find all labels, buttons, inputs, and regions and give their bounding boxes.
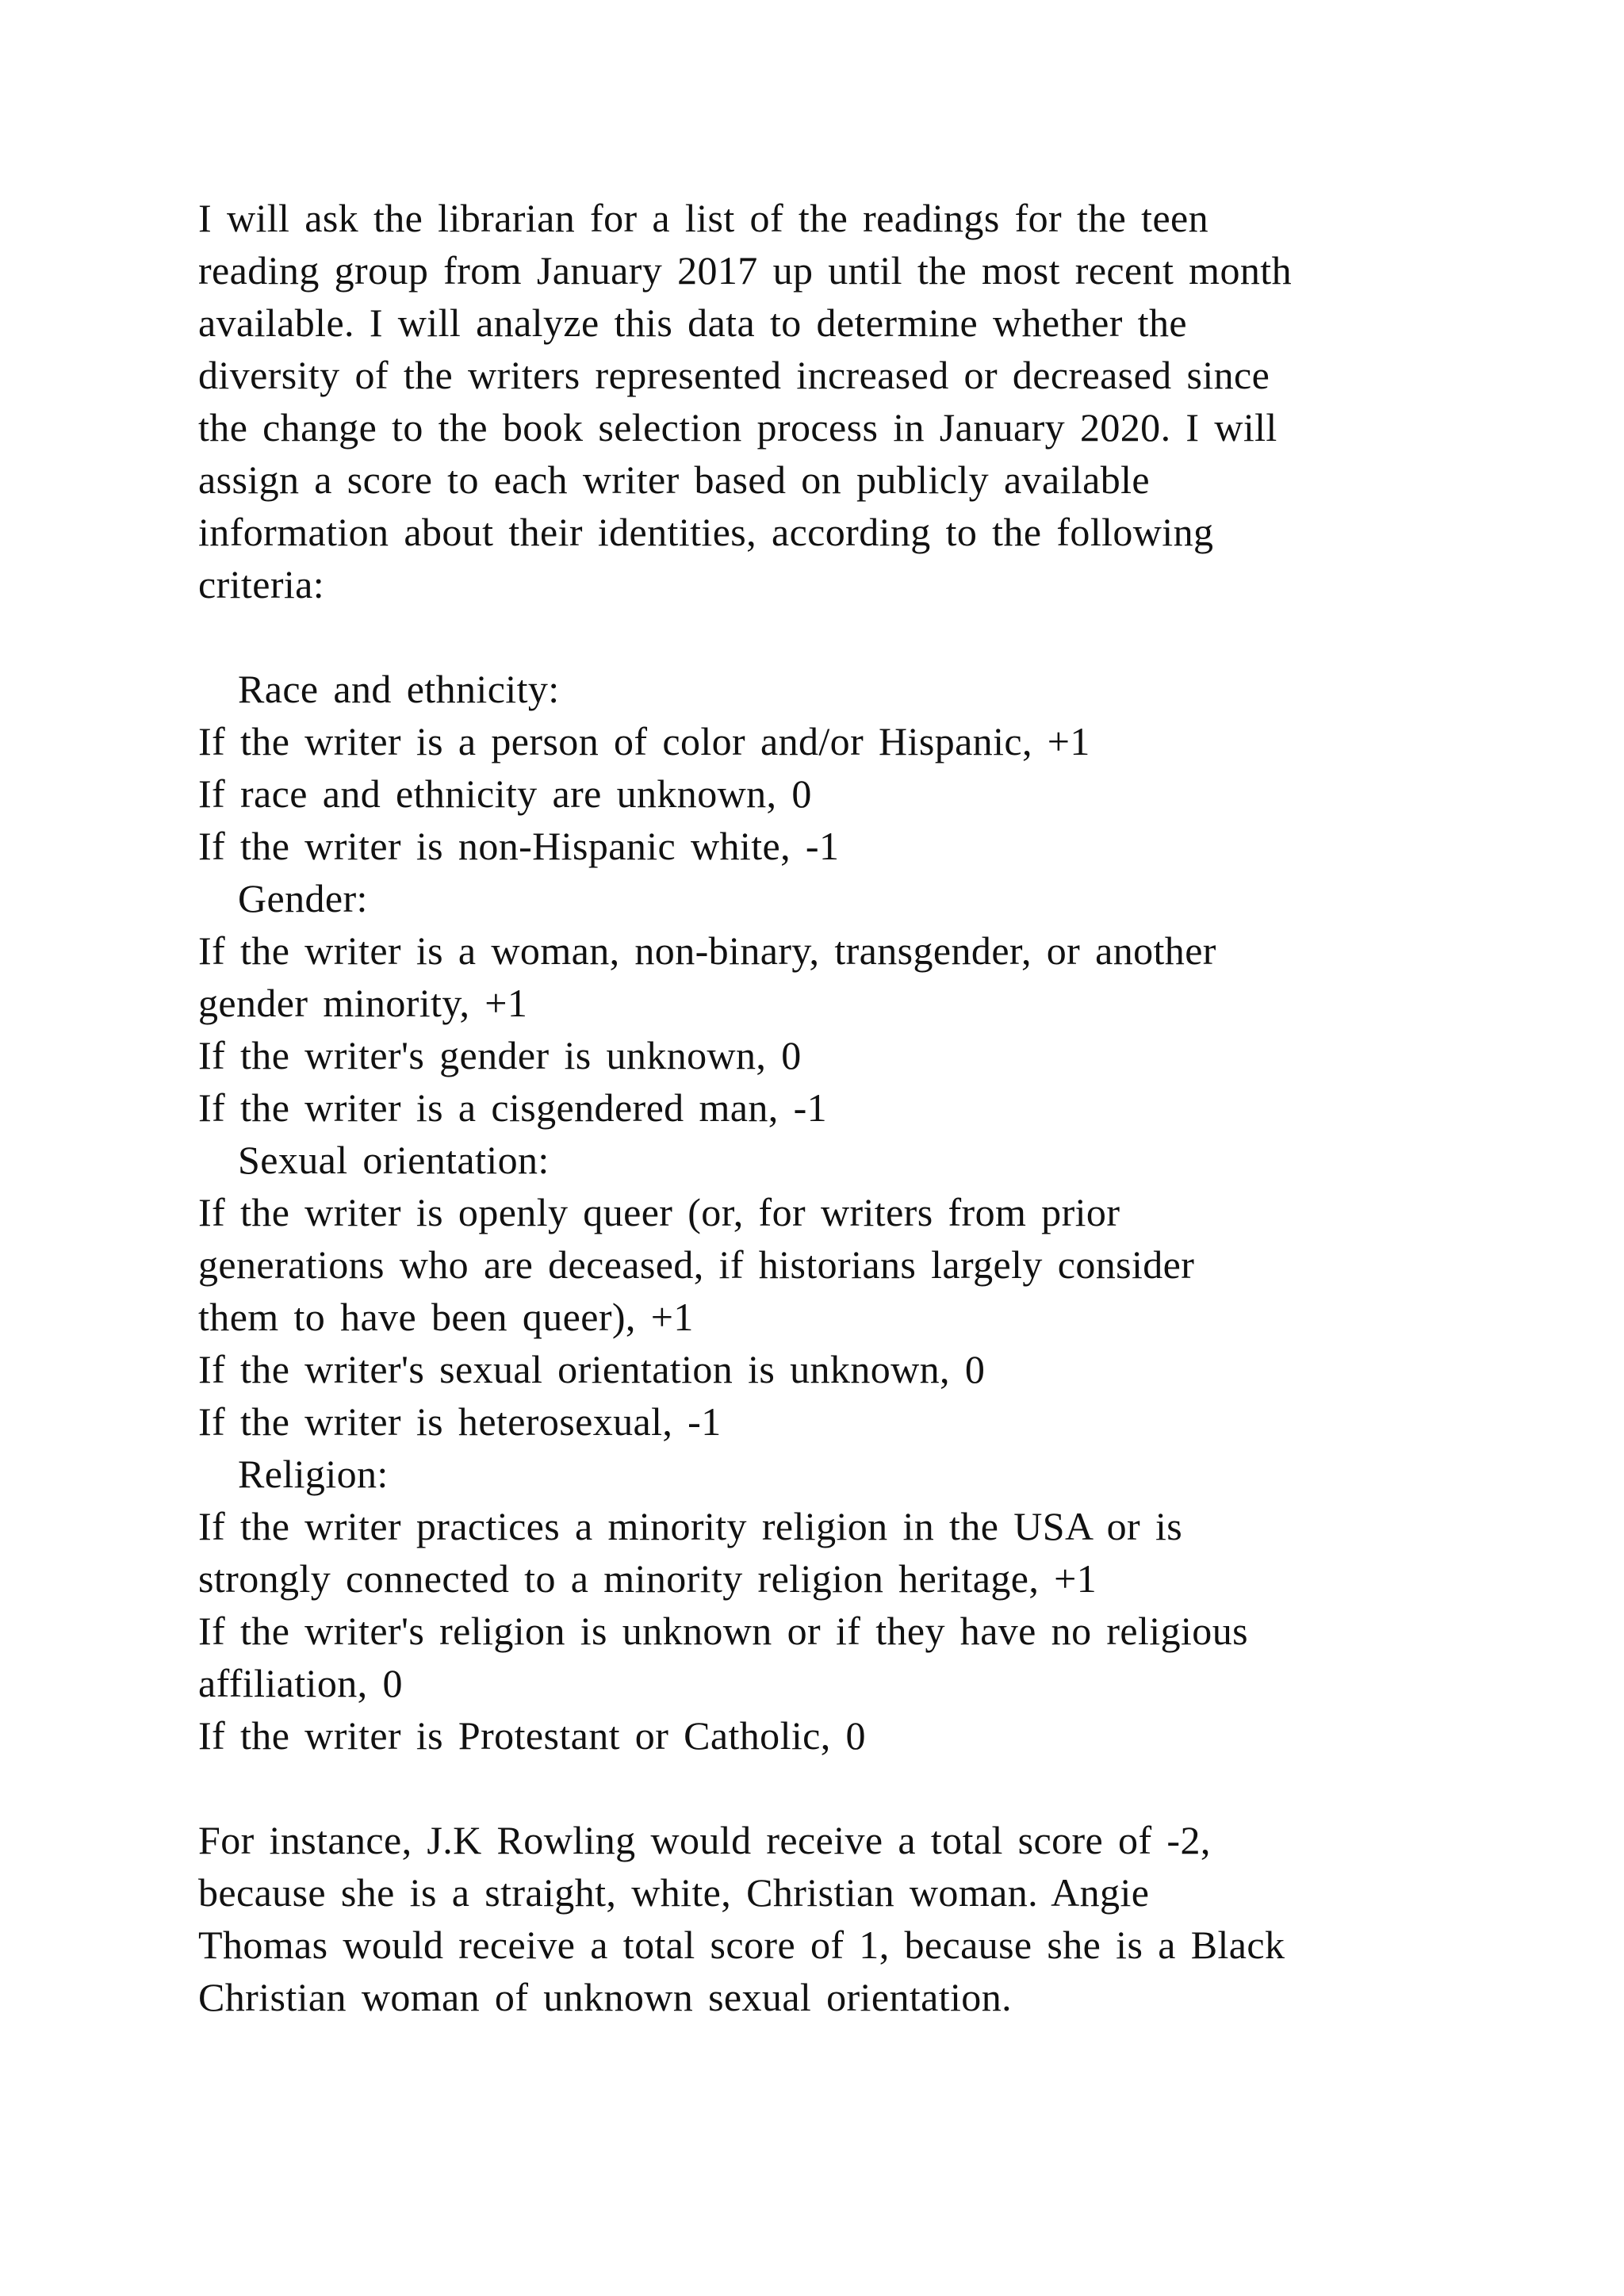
intro-line: criteria: (198, 562, 325, 607)
race-criterion: If race and ethnicity are unknown, 0 (198, 771, 812, 816)
religion-heading: Religion: (238, 1452, 389, 1496)
orientation-criterion: them to have been queer), +1 (198, 1295, 694, 1339)
orientation-criterion: If the writer is openly queer (or, for writers from prior (198, 1190, 1120, 1234)
gender-criterion: If the writer is a cisgendered man, -1 (198, 1085, 828, 1130)
example-line: For instance, J.K Rowling would receive a total score of -2, (198, 1818, 1211, 1862)
example-line: Christian woman of unknown sexual orientation. (198, 1975, 1013, 2019)
intro-line: I will ask the librarian for a list of the readings for the teen (198, 196, 1209, 240)
religion-criterion: affiliation, 0 (198, 1661, 403, 1705)
race-heading: Race and ethnicity: (238, 667, 560, 711)
intro-line: assign a score to each writer based on publicly available (198, 457, 1150, 502)
intro-line: diversity of the writers represented increased or decreased since (198, 353, 1270, 397)
intro-line: the change to the book selection process in January 2020. I will (198, 405, 1277, 450)
race-criterion: If the writer is a person of color and/or Hispanic, +1 (198, 719, 1090, 763)
religion-criterion: If the writer is Protestant or Catholic, 0 (198, 1713, 866, 1758)
intro-line: available. I will analyze this data to determine whether the (198, 300, 1187, 345)
orientation-criterion: generations who are deceased, if historians largely consider (198, 1242, 1195, 1287)
example-line: because she is a straight, white, Christian woman. Angie (198, 1870, 1150, 1915)
orientation-heading: Sexual orientation: (238, 1138, 550, 1182)
example-line: Thomas would receive a total score of 1, because she is a Black (198, 1923, 1285, 1967)
religion-criterion: If the writer's religion is unknown or if they have no religious (198, 1609, 1248, 1653)
religion-criterion: If the writer practices a minority religion in the USA or is (198, 1504, 1183, 1548)
gender-criterion: gender minority, +1 (198, 981, 528, 1025)
intro-line: reading group from January 2017 up until the most recent month (198, 248, 1292, 293)
orientation-criterion: If the writer's sexual orientation is unknown, 0 (198, 1347, 986, 1391)
gender-heading: Gender: (238, 876, 368, 920)
race-criterion: If the writer is non-Hispanic white, -1 (198, 824, 840, 868)
orientation-criterion: If the writer is heterosexual, -1 (198, 1399, 722, 1444)
gender-criterion: If the writer is a woman, non-binary, transgender, or another (198, 928, 1216, 973)
intro-line: information about their identities, according to the following (198, 510, 1214, 554)
gender-criterion: If the writer's gender is unknown, 0 (198, 1033, 802, 1077)
religion-criterion: strongly connected to a minority religion heritage, +1 (198, 1556, 1097, 1601)
